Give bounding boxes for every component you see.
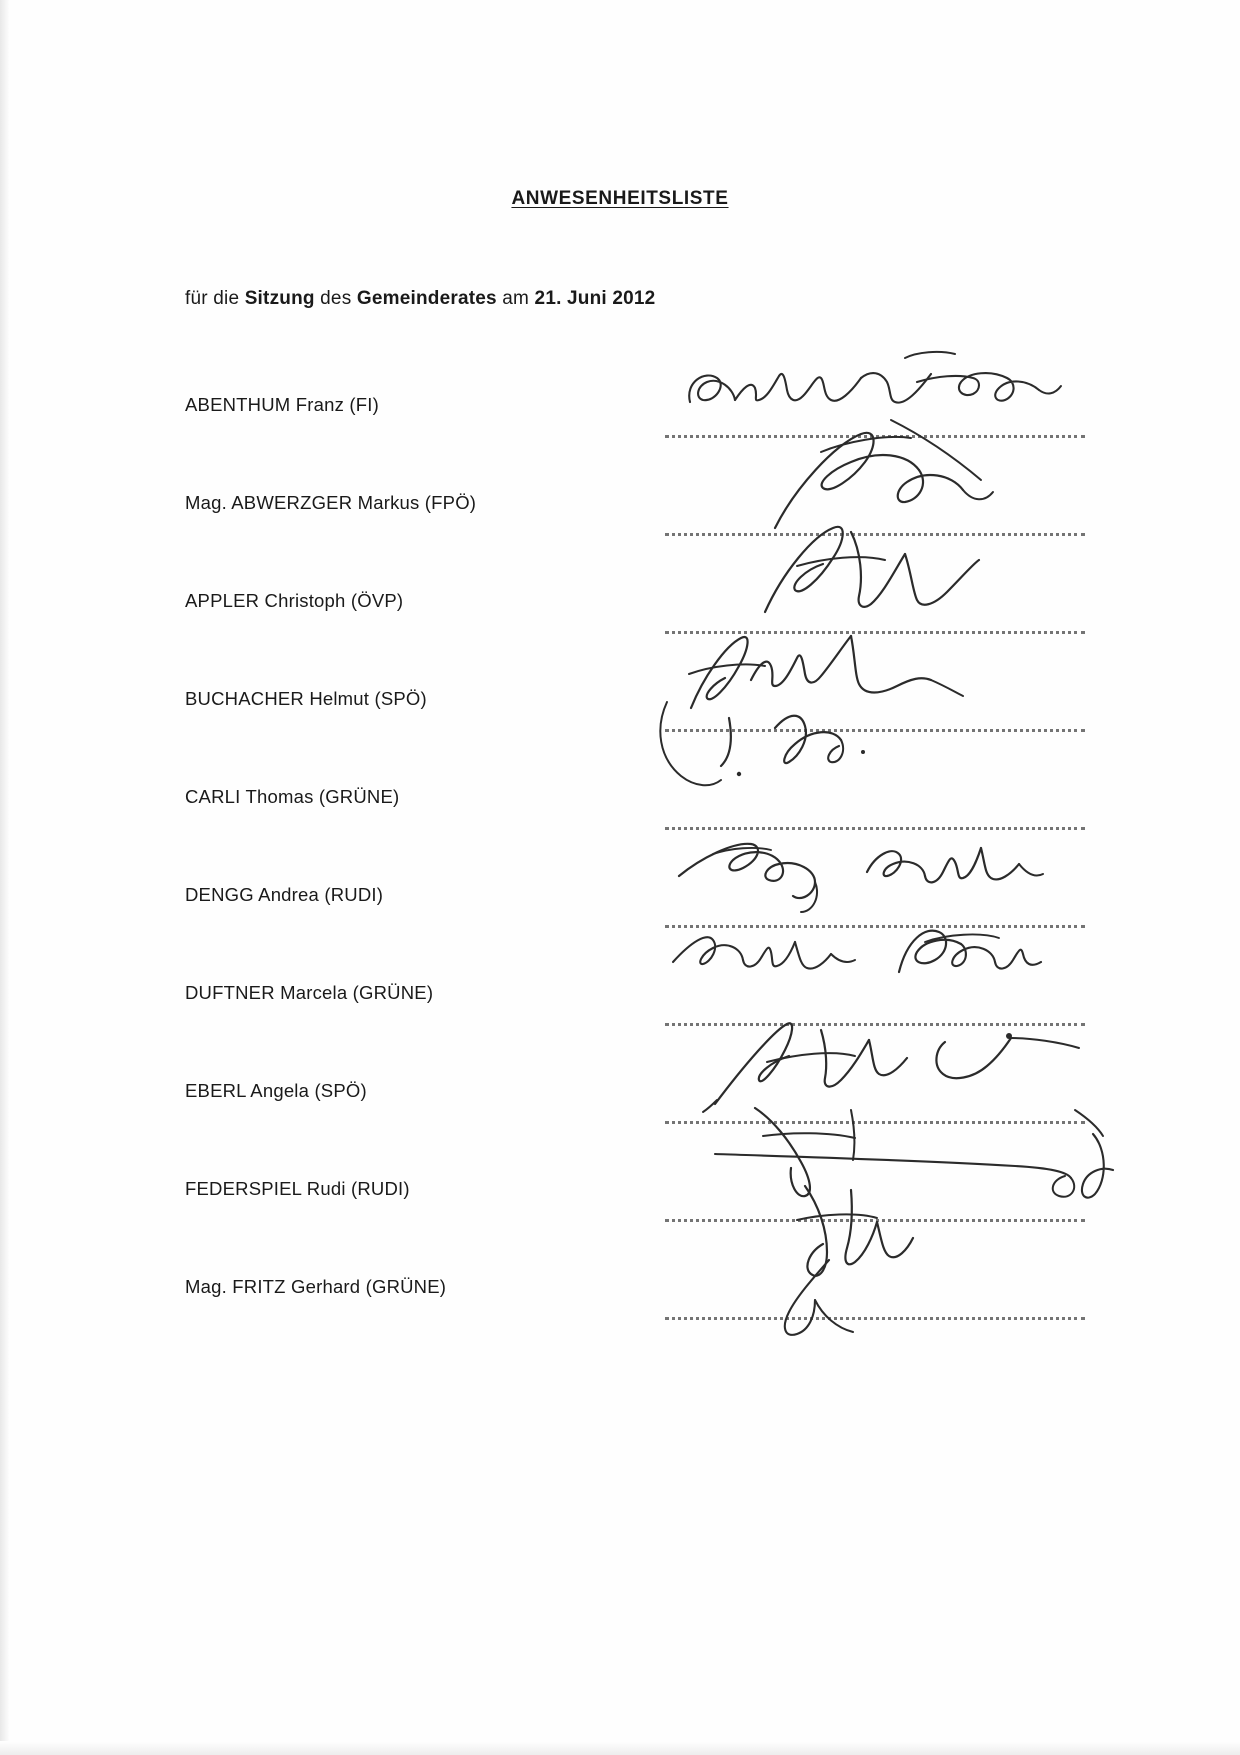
signature-slot[interactable]	[665, 666, 1085, 764]
signature-dotted-line	[665, 627, 1085, 634]
table-row	[185, 862, 1085, 960]
signature-slot[interactable]	[665, 568, 1085, 666]
scan-edge-left	[0, 0, 10, 1755]
attendee-name: EBERL Angela (SPÖ)	[185, 1080, 367, 1101]
attendee-name: DUFTNER Marcela (GRÜNE)	[185, 982, 434, 1003]
signature-dotted-line	[665, 1117, 1085, 1124]
signature-slot[interactable]	[665, 960, 1085, 1058]
signature-slot[interactable]	[665, 372, 1085, 470]
scan-edge-bottom	[0, 1741, 1240, 1755]
signature-dotted-line	[665, 921, 1085, 928]
table-row	[185, 1058, 1085, 1156]
signature-slot[interactable]	[665, 1058, 1085, 1156]
signature-dotted-line	[665, 1313, 1085, 1320]
signature-dotted-line	[665, 725, 1085, 732]
table-row	[185, 764, 1085, 862]
signature-dotted-line	[665, 1215, 1085, 1222]
page-title: ANWESENHEITSLISTE	[511, 188, 729, 209]
signature-dotted-line	[665, 1019, 1085, 1026]
signature-slot[interactable]	[665, 1156, 1085, 1254]
table-row	[185, 372, 1085, 470]
subtitle-prefix: für die	[185, 288, 245, 309]
attendee-name: CARLI Thomas (GRÜNE)	[185, 786, 400, 807]
table-row	[185, 568, 1085, 666]
attendee-name: DENGG Andrea (RUDI)	[185, 884, 384, 905]
table-row	[185, 470, 1085, 568]
attendee-name: Mag. FRITZ Gerhard (GRÜNE)	[185, 1276, 447, 1297]
subtitle-body-word: Gemeinderates	[356, 288, 497, 309]
table-row	[185, 960, 1085, 1058]
signature-slot[interactable]	[665, 764, 1085, 862]
signature-slot[interactable]	[665, 862, 1085, 960]
signature-dotted-line	[665, 431, 1085, 438]
signature-slot[interactable]	[665, 470, 1085, 568]
attendance-list	[185, 372, 1085, 1352]
subtitle-session-word: Sitzung	[244, 288, 315, 309]
signature-dotted-line	[665, 823, 1085, 830]
attendee-name: APPLER Christoph (ÖVP)	[185, 590, 404, 611]
attendee-name: Mag. ABWERZGER Markus (FPÖ)	[185, 492, 477, 513]
signature-dotted-line	[665, 529, 1085, 536]
subtitle-mid-2: am	[496, 288, 535, 309]
attendee-name: ABENTHUM Franz (FI)	[185, 394, 379, 415]
signature-slot[interactable]	[665, 1254, 1085, 1352]
attendee-name: BUCHACHER Helmut (SPÖ)	[185, 688, 427, 709]
subtitle-date: 21. Juni 2012	[534, 288, 656, 309]
table-row	[185, 1254, 1085, 1352]
attendee-name: FEDERSPIEL Rudi (RUDI)	[185, 1178, 410, 1199]
table-row	[185, 1156, 1085, 1254]
subtitle-mid: des	[314, 288, 357, 309]
meeting-subtitle	[185, 288, 655, 310]
table-row	[185, 666, 1085, 764]
